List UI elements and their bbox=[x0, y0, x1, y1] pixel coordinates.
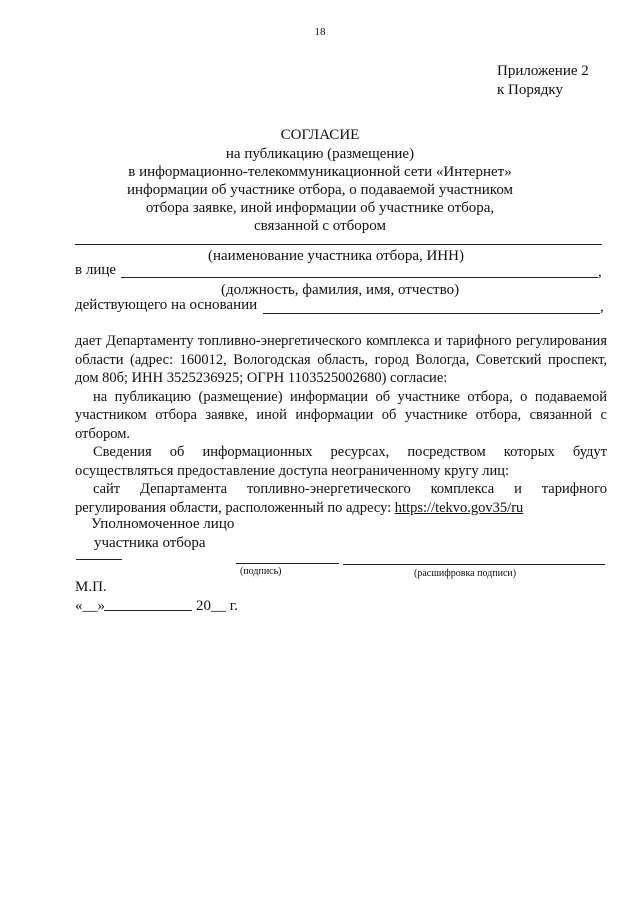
participant-name-field[interactable] bbox=[75, 244, 602, 245]
title-line: информации об участнике отбора, о подаваемой участником bbox=[126, 182, 514, 198]
stamp-label: М.П. bbox=[75, 579, 107, 595]
basis-field[interactable] bbox=[263, 313, 600, 314]
date-day[interactable]: «__» bbox=[75, 598, 105, 614]
date-year[interactable]: 20__ г. bbox=[196, 598, 238, 614]
appendix-number: Приложение 2 bbox=[497, 63, 589, 79]
document-title: СОГЛАСИЕ bbox=[280, 127, 360, 143]
person-label: в лице bbox=[75, 262, 117, 278]
consent-body bbox=[75, 332, 607, 517]
title-line: связанной с отбором bbox=[254, 218, 386, 234]
signature-field[interactable] bbox=[236, 563, 339, 564]
date-month-field[interactable] bbox=[104, 610, 192, 611]
basis-label: действующего на основании bbox=[75, 297, 258, 313]
site-link[interactable]: https://tekvo.gov35/ru bbox=[394, 499, 524, 516]
person-field[interactable] bbox=[121, 277, 598, 278]
consent-paragraph-2: на публикацию (размещение) информации об участнике отбора, о подаваемой участником отбора заявке, иной информации об участнике отбора, связанной с отбором. bbox=[75, 388, 607, 442]
appendix-reference: к Порядку bbox=[497, 82, 563, 98]
site-description: сайт Департамента топливно-энергетического комплекса и тарифного регулирования области, расположенный по адресу: bbox=[75, 481, 607, 516]
basis-comma: , bbox=[600, 299, 604, 315]
authorized-person-label: Уполномоченное лицо bbox=[91, 516, 235, 532]
consent-paragraph-1: дает Департаменту топливно-энергетического комплекса и тарифного регулирования области (адрес: 160012, Вологодская область, город Вологда, Советский проспект, дом 80б; ИНН 3525236925; ОГРН 1103525002680) согласие: bbox=[75, 333, 607, 386]
stamp-short-line bbox=[76, 559, 122, 560]
title-line: отбора заявке, иной информации об участнике отбора, bbox=[145, 200, 495, 216]
signature-decode-field[interactable] bbox=[343, 564, 605, 565]
person-comma: , bbox=[598, 264, 602, 280]
signature-decode-caption: (расшифровка подписи) bbox=[414, 568, 517, 579]
authorized-person-sub: участника отбора bbox=[94, 535, 206, 551]
consent-paragraph-4 bbox=[75, 480, 607, 517]
signature-caption: (подпись) bbox=[240, 566, 282, 577]
consent-paragraph-3: Сведения об информационных ресурсах, посредством которых будут осуществляться предоставление доступа неограниченному кругу лиц: bbox=[75, 444, 607, 479]
page-number: 18 bbox=[314, 26, 326, 38]
title-line: в информационно-телекоммуникационной сети «Интернет» bbox=[128, 164, 512, 180]
participant-name-caption: (наименование участника отбора, ИНН) bbox=[208, 248, 464, 264]
title-line: на публикацию (размещение) bbox=[225, 146, 415, 162]
person-caption: (должность, фамилия, имя, отчество) bbox=[221, 282, 460, 298]
